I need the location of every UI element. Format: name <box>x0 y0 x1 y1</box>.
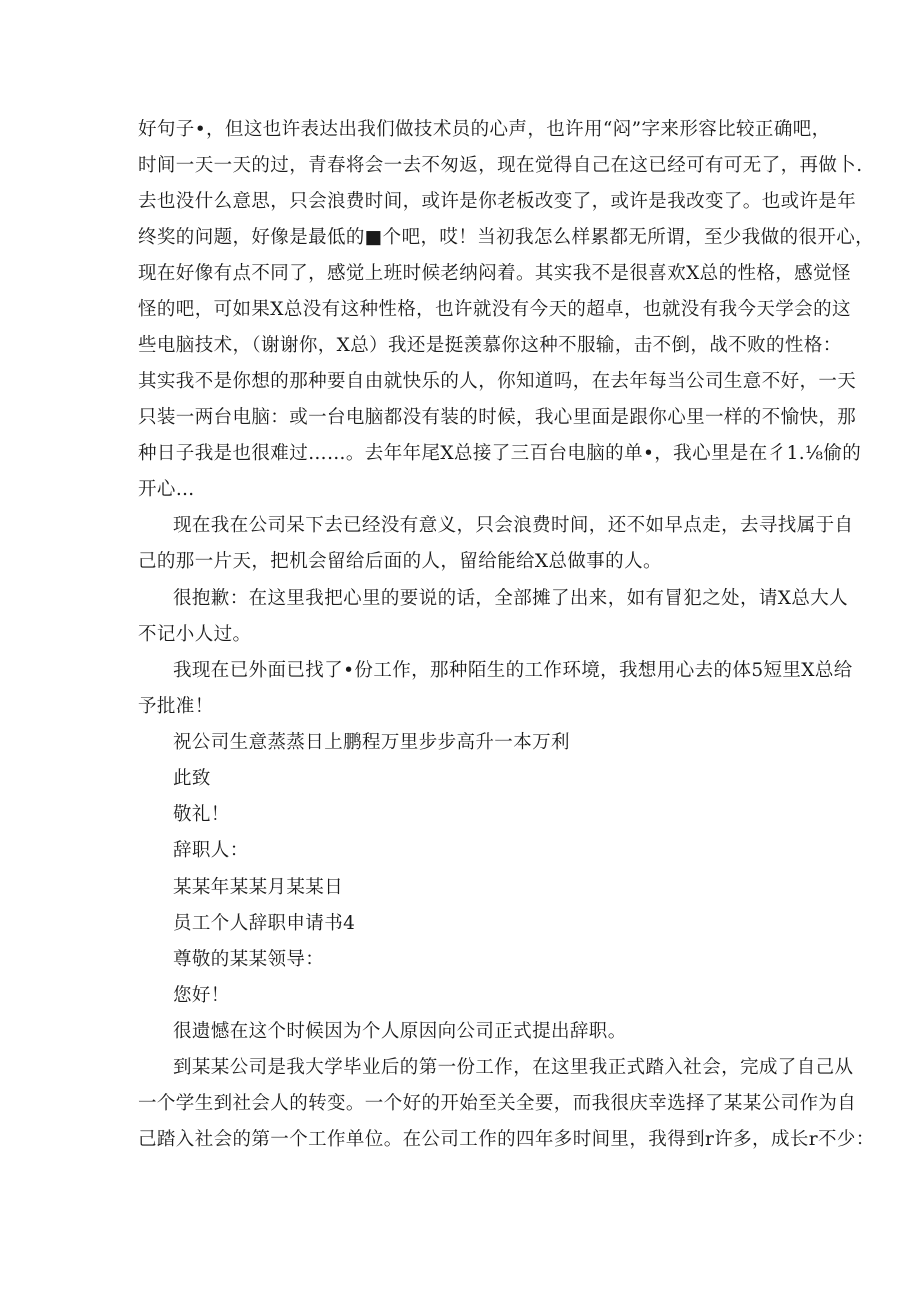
text-line: 好句子•，但这也许表达出我们做技术员的心声，也许用“闷”字来形容比较正确吧， <box>138 119 831 140</box>
text-line: 终奖的问题，好像是最低的■个吧，哎！当初我怎么样累都无所谓，至少我做的很开心， <box>138 227 875 248</box>
greeting-hello: 您好！ <box>173 985 230 1006</box>
paragraph-first-line: 很遗憾在这个时候因为个人原因向公司正式提出辞职。 <box>173 1021 627 1042</box>
paragraph-first-line: 现在我在公司呆下去已经没有意义，只会浪费时间，还不如早点走，去寻找属于自 <box>173 515 854 536</box>
text-line: 一个学生到社会人的转变。一个好的开始至关全要，而我很庆幸选择了某某公司作为自 <box>138 1093 857 1114</box>
paragraph-first-line: 很抱歉：在这里我把心里的要说的话，全部摊了出来，如有冒犯之处，请X总大人 <box>173 588 849 609</box>
text-line: 予批准！ <box>138 696 214 717</box>
text-line: 不记小人过。 <box>138 624 252 645</box>
greeting: 尊敬的某某领导： <box>173 949 325 970</box>
text-line: 种日子我是也很难过……。去年年尾X总接了三百台电脑的单•，我心里是在彳1.⅛偷的 <box>138 443 862 464</box>
text-line: 开心… <box>138 479 195 500</box>
signature-label: 辞职人： <box>173 840 249 861</box>
closing-regards: 敬礼！ <box>173 804 230 825</box>
text-line: 其实我不是你想的那种要自由就快乐的人，你知道吗，在去年每当公司生意不好，一天 <box>138 371 857 392</box>
closing-salutation: 此致 <box>173 768 211 789</box>
paragraph-first-line: 我现在已外面已找了•份工作，那种陌生的工作环境，我想用心去的体5短里X总给 <box>173 660 853 681</box>
closing-wish: 祝公司生意蒸蒸日上鹏程万里步步高升一本万利 <box>173 732 570 753</box>
text-line: 时间一天一天的过，青春将会一去不匆返，现在觉得自己在这已经可有可无了，再做卜. <box>138 155 863 176</box>
date-line: 某某年某某月某某日 <box>173 877 344 898</box>
text-line: 己踏入社会的第一个工作单位。在公司工作的四年多时间里，我得到r许多，成长r不少： <box>138 1129 875 1150</box>
text-line: 现在好像有点不同了，感觉上班时候老纳闷着。其实我不是很喜欢X总的性格，感觉怪 <box>138 263 851 284</box>
text-line: 怪的吧，可如果X总没有这种性格，也许就没有今天的超卓，也就没有我今天学会的这 <box>138 299 851 320</box>
section-title: 员工个人辞职申请书4 <box>173 913 356 934</box>
text-line: 些电脑技术，（谢谢你，X总）我还是挺羡慕你这种不服输，击不倒，战不败的性格： <box>138 335 842 356</box>
paragraph-first-line: 到某某公司是我大学毕业后的第一份工作，在这里我正式踏入社会，完成了自己从 <box>173 1057 854 1078</box>
text-line: 去也没什么意思，只会浪费时间，或许是你老板改变了，或许是我改变了。也或许是年 <box>138 191 857 212</box>
text-line: 己的那一片天，把机会留给后面的人，留给能给X总做事的人。 <box>138 551 662 572</box>
text-line: 只装一两台电脑：或一台电脑都没有装的时候，我心里面是跟你心里一样的不愉快，那 <box>138 407 857 428</box>
